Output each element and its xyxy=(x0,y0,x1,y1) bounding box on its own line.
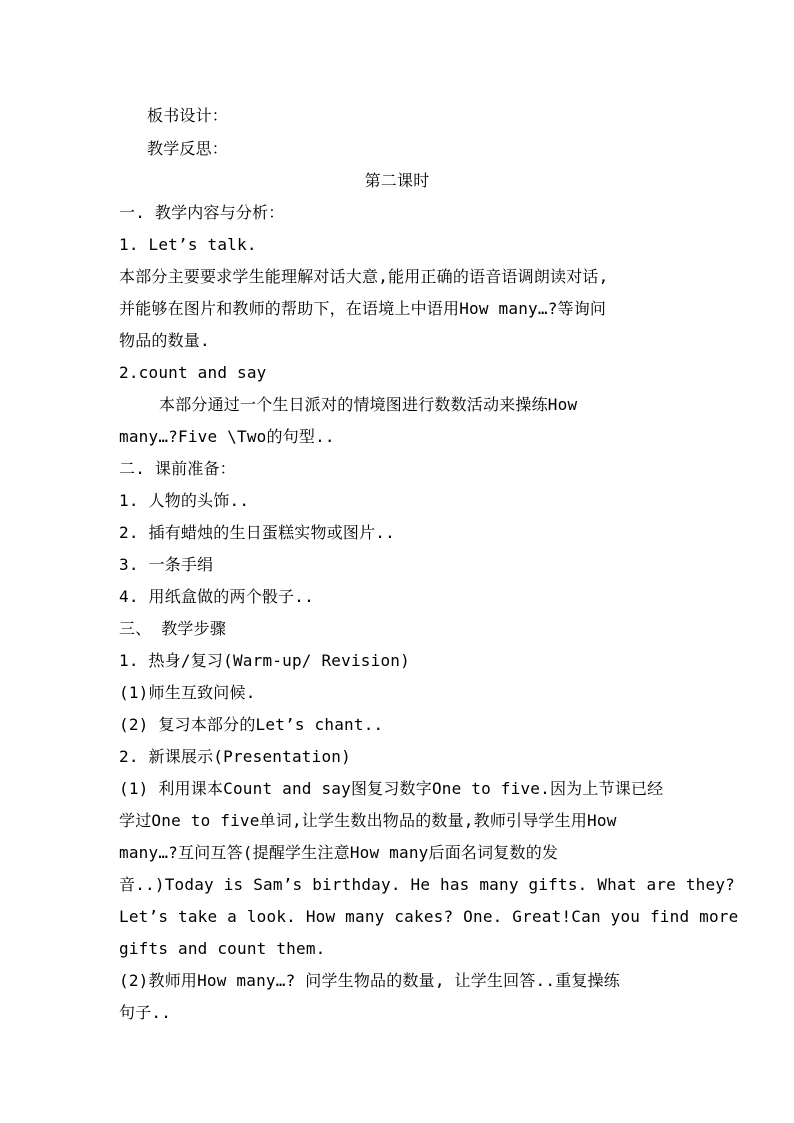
paragraph-line: 学过One to five单词,让学生数出物品的数量,教师引导学生用How xyxy=(119,811,617,830)
lesson-title: 第二课时 xyxy=(364,171,430,190)
list-item: 1. 人物的头饰.. xyxy=(119,491,250,510)
paragraph-line: 本部分通过一个生日派对的情境图进行数数活动来操练How xyxy=(159,395,578,414)
paragraph-line: (1) 利用课本Count and say图复习数字One to five.因为上节课已经 xyxy=(119,779,664,798)
section-heading: 一. 教学内容与分析： xyxy=(119,203,285,222)
paragraph-line: 并能够在图片和教师的帮助下，在语境上中语用How many…?等询问 xyxy=(119,299,607,318)
paragraph-line: Let’s take a look. How many cakes? One. Great!Can you find more xyxy=(119,907,739,926)
list-item: 3. 一条手绢 xyxy=(119,555,214,574)
list-item: 1. 热身/复习(Warm-up/ Revision) xyxy=(119,651,410,670)
list-item: 2. 插有蜡烛的生日蛋糕实物或图片.. xyxy=(119,523,395,542)
paragraph-line: 句子.. xyxy=(119,1003,172,1022)
board-design-heading: 板书设计： xyxy=(147,106,229,125)
list-item: (2) 复习本部分的Let’s chant.. xyxy=(119,715,384,734)
list-item: (1)师生互致问候. xyxy=(119,683,256,702)
paragraph-line: 本部分主要要求学生能理解对话大意,能用正确的语音语调朗读对话, xyxy=(119,267,609,286)
list-item: 4. 用纸盒做的两个骰子.. xyxy=(119,587,314,606)
section-heading: 二. 课前准备： xyxy=(119,459,236,478)
section-heading: 三、 教学步骤 xyxy=(119,619,227,638)
paragraph-line: (2)教师用How many…? 问学生物品的数量, 让学生回答..重复操练 xyxy=(119,971,620,990)
paragraph-line: 物品的数量. xyxy=(119,331,210,350)
paragraph-line: many…?Five \Two的句型.. xyxy=(119,427,335,446)
paragraph-line: many…?互问互答(提醒学生注意How many后面名词复数的发 xyxy=(119,843,559,862)
paragraph-line: gifts and count them. xyxy=(119,939,326,958)
list-item: 2. 新课展示(Presentation) xyxy=(119,747,351,766)
teaching-reflection-heading: 教学反思： xyxy=(147,139,229,158)
paragraph-line: 1. Let’s talk. xyxy=(119,235,257,254)
paragraph-line: 2.count and say xyxy=(119,363,267,382)
paragraph-line: 音..)Today is Sam’s birthday. He has many gifts. What are they? xyxy=(119,875,736,894)
